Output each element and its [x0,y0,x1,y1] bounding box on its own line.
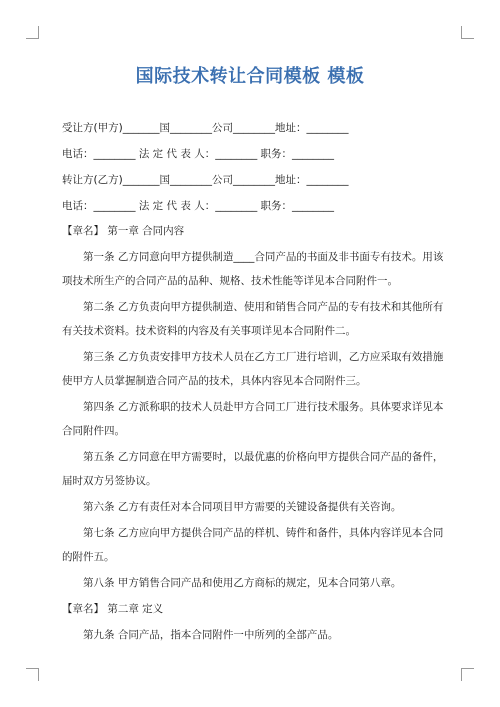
article-9: 第九条 合同产品，指本合同附件一中所列的全部产品。 [83,629,339,641]
article-1: 第一条 乙方同意向甲方提供制造____合同产品的书面及非书面专有技术。用该项技术所生产的合同产品的品种、规格、技术性能等详见本合同附件一。 [62,251,444,287]
document-body [62,116,447,647]
party-b-contact: 电话：________ 法 定 代 表 人：________ 职务：________ [62,200,335,212]
article-2: 第二条 乙方负责向甲方提供制造、使用和销售合同产品的专有技术和其他所有有关技术资料。技术资料的内容及有关事项详见本合同附件二。 [62,301,444,337]
article-3: 第三条 乙方负责安排甲方技术人员在乙方工厂进行培训，乙方应采取有效措施使甲方人员掌握制造合同产品的技术，具体内容见本合同附件三。 [62,351,444,387]
article-7: 第七条 乙方应向甲方提供合同产品的样机、铸件和备件，具体内容详见本合同的附件五。 [62,527,444,563]
party-b-info: 转让方(乙方)_______国________公司________地址：________ [62,174,349,186]
article-5: 第五条 乙方同意在甲方需要时，以最优惠的价格向甲方提供合同产品的备件，届时双方另签协议。 [62,451,444,487]
corner-mark-bottom-left [26,668,39,681]
corner-mark-top-left [26,26,39,39]
chapter-heading-1: 【章名】 第一章 合同内容 [62,225,185,237]
chapter-heading-2: 【章名】 第二章 定义 [62,603,164,615]
article-6: 第六条 乙方有责任对本合同项目甲方需要的关键设备提供有关咨询。 [83,501,402,513]
article-4: 第四条 乙方派称职的技术人员赴甲方合同工厂进行技术服务。具体要求详见本合同附件四。 [62,401,444,437]
corner-mark-top-right [461,26,474,39]
party-a-contact: 电话：________ 法 定 代 表 人：________ 职务：________ [62,148,335,160]
corner-mark-bottom-right [461,668,474,681]
document-title: 国际技术转让合同模板 模板 [135,66,365,87]
article-8: 第八条 甲方销售合同产品和使用乙方商标的规定，见本合同第八章。 [83,577,402,589]
party-a-info: 受让方(甲方)_______国________公司________地址：________ [62,122,349,134]
